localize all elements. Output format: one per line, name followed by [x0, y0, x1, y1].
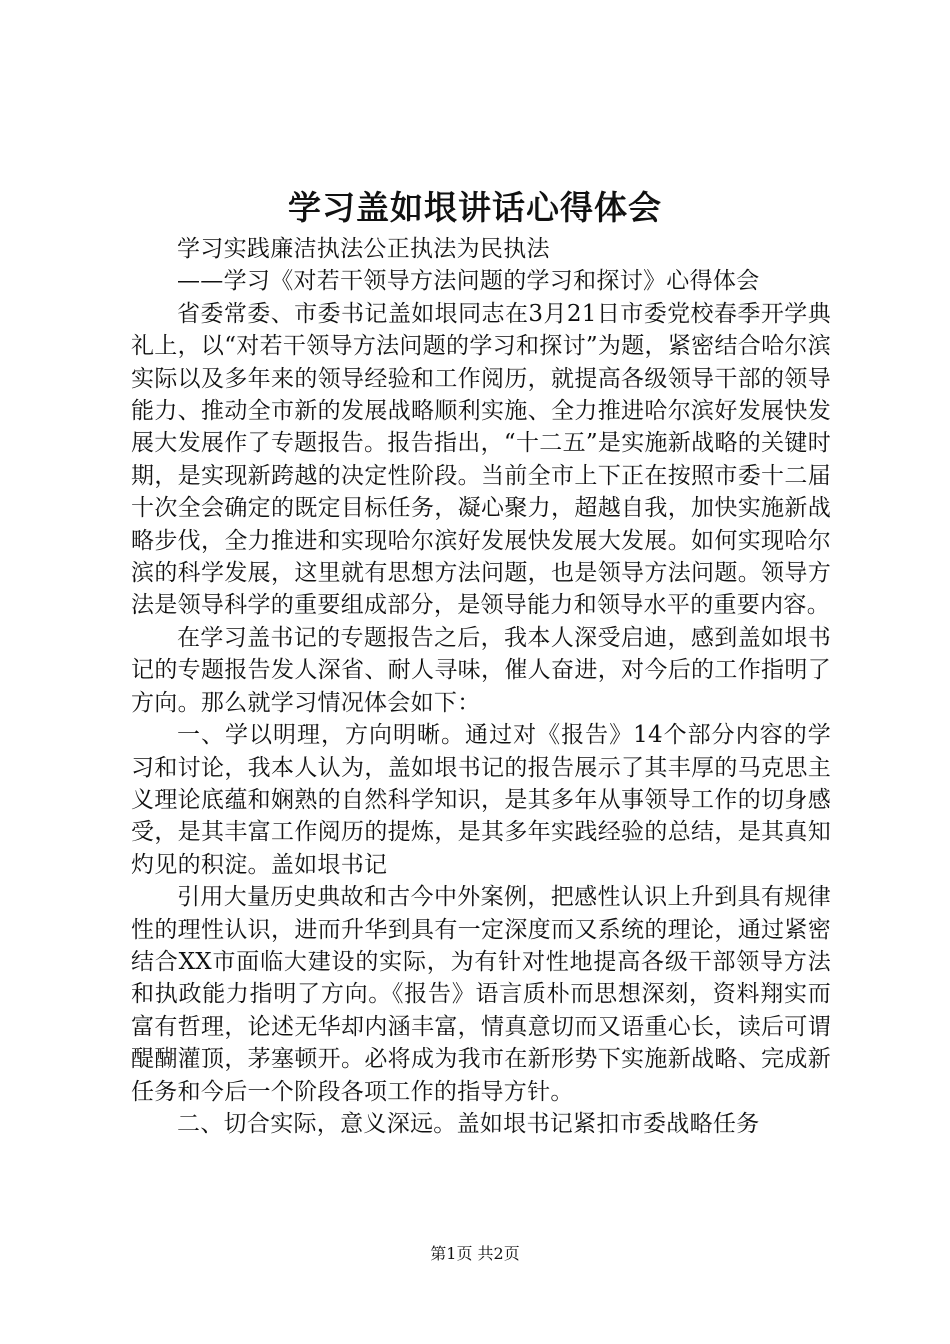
- document-title: 学习盖如垠讲话心得体会: [288, 188, 662, 227]
- body-paragraph: 省委常委、市委书记盖如垠同志在3月21日市委党校春季开学典礼上，以“对若干领导方法问题的学习和探讨”为题，紧密结合哈尔滨实际以及多年来的领导经验和工作阅历，就提高各级领导干部的领导能力、推动全市新的发展战略顺利实施、全力推进哈尔滨好发展快发展大发展作了专题报告。报告指出，“十二五”是实施新战略的关键时期，是实现新跨越的决定性阶段。当前全市上下正在按照市委十二届十次全会确定的既定目标任务，凝心聚力，超越自我，加快实施新战略步伐，全力推进和实现哈尔滨好发展快发展大发展。如何实现哈尔滨的科学发展，这里就有思想方法问题，也是领导方法问题。领导方法是领导科学的重要组成部分，是领导能力和领导水平的重要内容。: [131, 300, 831, 619]
- document-body: [131, 233, 831, 1140]
- page-number-footer: 第1页 共2页: [430, 1244, 520, 1263]
- body-paragraph: 在学习盖书记的专题报告之后，我本人深受启迪，感到盖如垠书记的专题报告发人深省、耐人寻味，催人奋进，对今后的工作指明了方向。那么就学习情况体会如下：: [131, 624, 831, 716]
- body-paragraph: 引用大量历史典故和古今中外案例，把感性认识上升到具有规律性的理性认识，进而升华到具有一定深度而又系统的理论，通过紧密结合XX市面临大建设的实际，为有针对性地提高各级干部领导方法和执政能力指明了方向。《报告》语言质朴而思想深刻，资料翔实而富有哲理，论述无华却内涵丰富，情真意切而又语重心长，读后可谓醍醐灌顶，茅塞顿开。必将成为我市在新形势下实施新战略、完成新任务和今后一个阶段各项工作的指导方针。: [131, 884, 831, 1105]
- subtitle-subline: ——学习《对若干领导方法问题的学习和探讨》心得体会: [177, 268, 760, 295]
- subtitle-line: 学习实践廉洁执法公正执法为民执法: [177, 236, 550, 262]
- body-paragraph: 二、切合实际，意义深远。盖如垠书记紧扣市委战略任务: [177, 1110, 760, 1137]
- body-paragraph: 一、学以明理，方向明晰。通过对《报告》14个部分内容的学习和讨论，我本人认为，盖如垠书记的报告展示了其丰厚的马克思主义理论底蕴和娴熟的自然科学知识，是其多年从事领导工作的切身感受，是其丰富工作阅历的提炼，是其多年实践经验的总结，是其真知灼见的积淀。盖如垠书记: [131, 722, 831, 878]
